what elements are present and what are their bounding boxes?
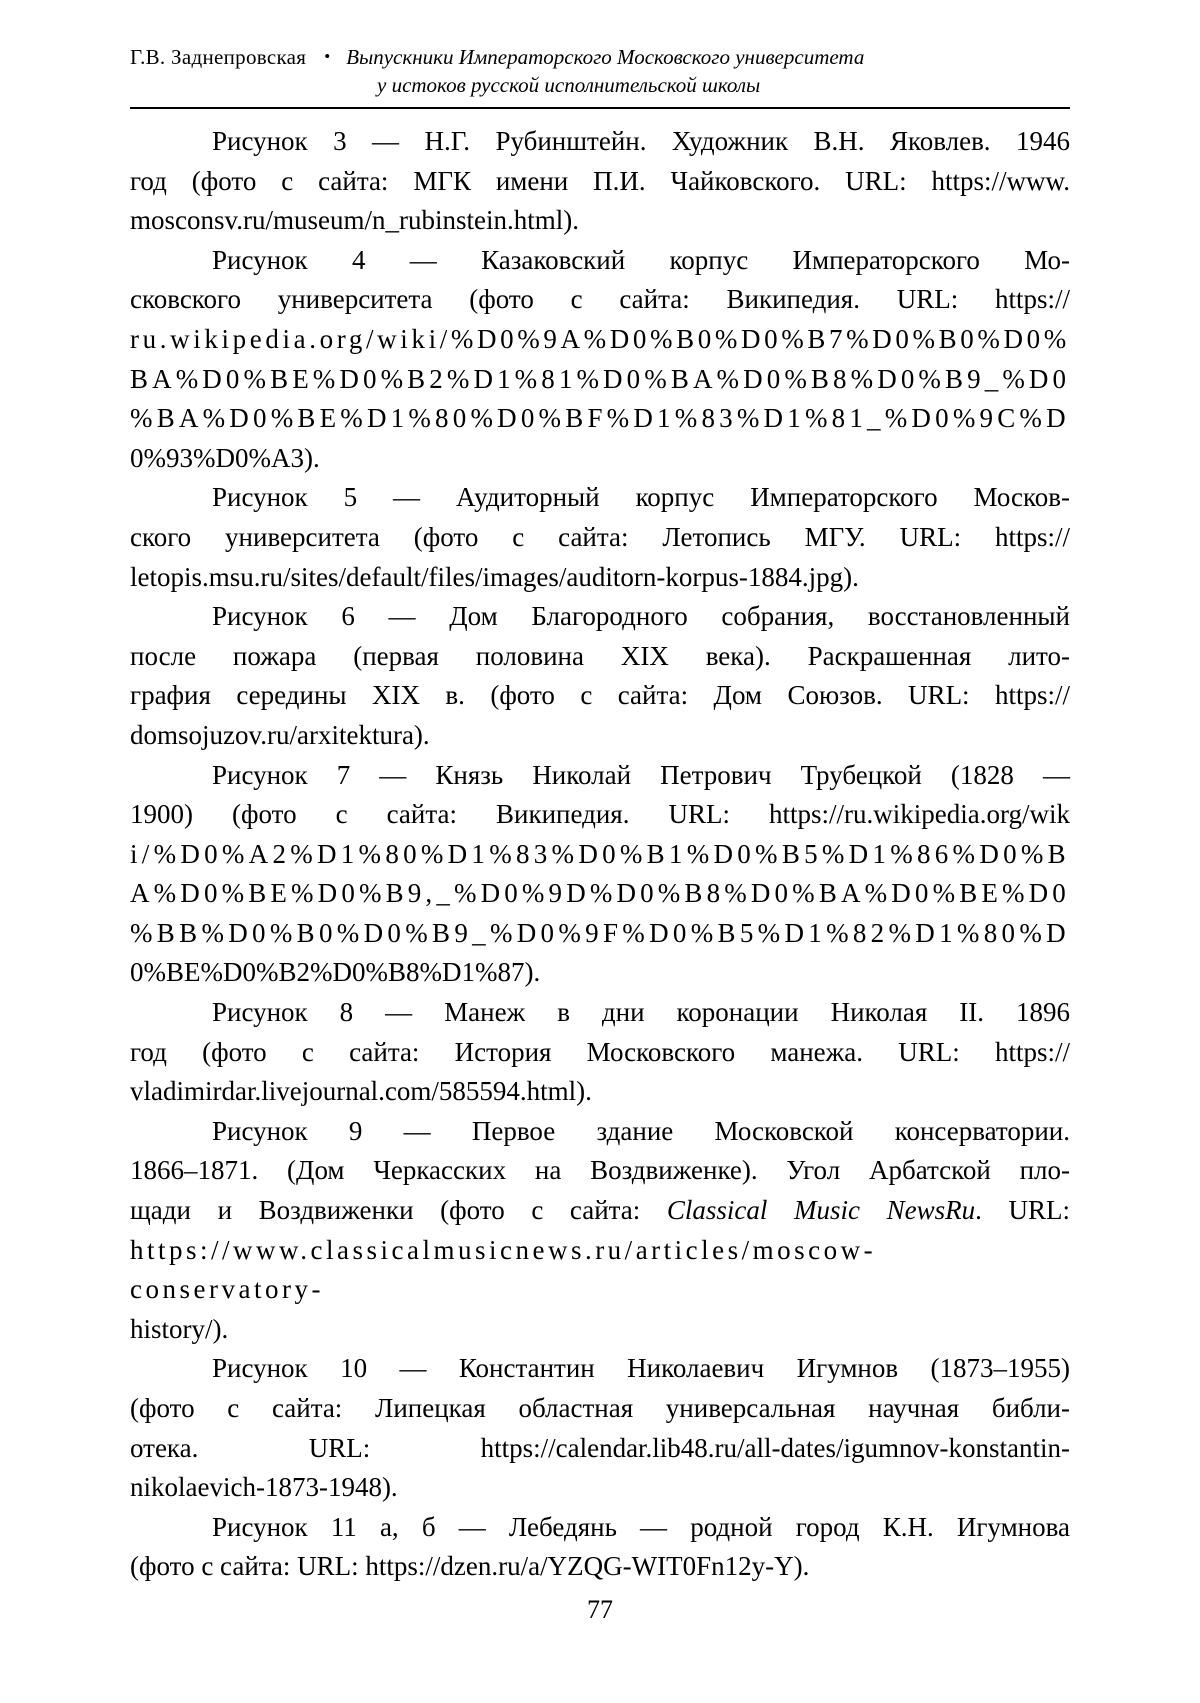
text-segment: щади и Воздвиженки (фото с сайта: bbox=[130, 1195, 667, 1226]
text-line bbox=[130, 320, 1070, 360]
figure-caption-paragraph bbox=[130, 756, 1070, 994]
header-rule bbox=[130, 107, 1070, 109]
header-title-line-2: у истоков русской исполнительской школы bbox=[377, 73, 761, 97]
header-line-1 bbox=[130, 44, 1070, 72]
author-name: Г.В. Заднепровская bbox=[130, 45, 307, 69]
text-line bbox=[130, 1191, 1070, 1231]
text-line bbox=[130, 835, 1070, 875]
text-segment: %BB%D0%B0%D0%B9_%D0%9F%D0%B5%D1%82%D1%80%D bbox=[130, 917, 1070, 948]
text-segment: год (фото с сайта: МГК имени П.И. Чайковского. URL: https://www. bbox=[130, 165, 1070, 196]
text-segment: Рисунок 8 — Манеж в дни коронации Николая II. 1896 bbox=[212, 997, 1070, 1028]
figure-caption-paragraph bbox=[130, 241, 1070, 479]
text-line bbox=[130, 676, 1070, 716]
text-line bbox=[130, 1349, 1070, 1389]
text-line bbox=[130, 122, 1070, 162]
text-line bbox=[130, 795, 1070, 835]
text-line bbox=[130, 1033, 1070, 1073]
text-line bbox=[130, 201, 1070, 241]
text-segment: 0%93%D0%A3). bbox=[130, 442, 320, 473]
text-line bbox=[130, 756, 1070, 796]
text-segment: Рисунок 11 а, б — Лебедянь — родной город К.Н. Игумнова bbox=[212, 1511, 1070, 1542]
text-segment: год (фото с сайта: История Московского манежа. URL: https:// bbox=[130, 1036, 1070, 1067]
text-segment: Рисунок 6 — Дом Благородного собрания, восстановленный bbox=[212, 601, 1070, 632]
text-line bbox=[130, 1429, 1070, 1469]
figure-caption-paragraph bbox=[130, 1349, 1070, 1507]
text-segment: A%D0%BE%D0%B9,_%D0%9D%D0%B8%D0%BA%D0%BE%D0 bbox=[130, 878, 1070, 909]
text-line bbox=[130, 637, 1070, 677]
text-line bbox=[130, 478, 1070, 518]
text-segment: 1866–1871. (Дом Черкасских на Воздвиженке). Угол Арбатской пло- bbox=[130, 1155, 1070, 1186]
page-number: 77 bbox=[587, 1595, 613, 1624]
header-title-line-1: Выпускники Императорского Московского университета bbox=[346, 45, 865, 69]
text-segment: Рисунок 3 — Н.Г. Рубинштейн. Художник В.Н. Яковлев. 1946 bbox=[212, 126, 1070, 156]
text-line bbox=[130, 1389, 1070, 1429]
text-line bbox=[130, 1231, 1070, 1310]
text-line bbox=[130, 558, 1070, 598]
text-segment: BA%D0%BE%D0%B2%D1%81%D0%BA%D0%B8%D0%B9_%D0 bbox=[130, 363, 1071, 394]
text-segment: nikolaevich-1873-1948). bbox=[130, 1472, 398, 1503]
body-text bbox=[130, 122, 1070, 1587]
text-segment: Рисунок 5 — Аудиторный корпус Императорского Москов- bbox=[212, 482, 1070, 513]
text-line bbox=[130, 914, 1070, 954]
text-segment: (фото с сайта: Липецкая областная универсальная научная библи- bbox=[130, 1393, 1070, 1423]
text-segment: сковского университета (фото с сайта: Википедия. URL: https:// bbox=[130, 284, 1070, 315]
figure-caption-paragraph bbox=[130, 1508, 1070, 1587]
text-line bbox=[130, 241, 1070, 281]
text-line bbox=[130, 716, 1070, 756]
text-segment: Рисунок 7 — Князь Николай Петрович Трубецкой (1828 — bbox=[212, 759, 1070, 790]
text-line bbox=[130, 518, 1070, 558]
text-segment: ru.wikipedia.org/wiki/%D0%9A%D0%B0%D0%B7%D0%B0%D0% bbox=[130, 323, 1070, 354]
text-line bbox=[130, 1508, 1070, 1548]
text-line bbox=[130, 360, 1070, 400]
page-footer bbox=[130, 1590, 1070, 1630]
text-segment: i/%D0%A2%D1%80%D1%83%D0%B1%D0%B5%D1%86%D0%B bbox=[130, 838, 1070, 869]
text-line bbox=[130, 1468, 1070, 1508]
figure-caption-paragraph bbox=[130, 122, 1070, 241]
text-line bbox=[130, 280, 1070, 320]
text-line bbox=[130, 1310, 1070, 1350]
figure-caption-paragraph bbox=[130, 1112, 1070, 1350]
text-line bbox=[130, 439, 1070, 479]
text-line bbox=[130, 874, 1070, 914]
text-segment: https://www.classicalmusicnews.ru/articles/moscow-conservatory- bbox=[130, 1234, 877, 1305]
text-segment: letopis.msu.ru/sites/default/files/images/auditorn-korpus-1884.jpg). bbox=[130, 561, 859, 592]
text-segment: Рисунок 4 — Казаковский корпус Императорского Мо- bbox=[212, 244, 1070, 275]
text-line bbox=[130, 399, 1070, 439]
text-segment: после пожара (первая половина XIX века). Раскрашенная лито- bbox=[130, 640, 1070, 671]
text-line bbox=[130, 597, 1070, 637]
text-segment: графия середины XIX в. (фото с сайта: Дом Союзов. URL: https:// bbox=[130, 680, 1070, 711]
text-segment: (фото с сайта: URL: https://dzen.ru/a/YZQG-WIT0Fn12y-Y). bbox=[130, 1551, 810, 1582]
text-segment: %BA%D0%BE%D1%80%D0%BF%D1%83%D1%81_%D0%9C%D bbox=[130, 403, 1070, 434]
text-line bbox=[130, 1112, 1070, 1152]
text-line bbox=[130, 1547, 1070, 1587]
text-segment: Classical Music NewsRu bbox=[666, 1195, 976, 1226]
bullet-separator: • bbox=[324, 47, 331, 66]
text-segment: 0%BE%D0%B2%D0%B8%D1%87). bbox=[130, 957, 541, 988]
figure-caption-paragraph bbox=[130, 478, 1070, 597]
text-segment: отека. URL: https://calendar.lib48.ru/all-dates/igumnov-konstantin- bbox=[130, 1432, 1070, 1463]
text-line bbox=[130, 162, 1070, 202]
text-line bbox=[130, 1072, 1070, 1112]
text-segment: 1900) (фото с сайта: Википедия. URL: https://ru.wikipedia.org/wik bbox=[130, 799, 1070, 830]
text-segment: . URL: bbox=[975, 1195, 1070, 1226]
text-line bbox=[130, 993, 1070, 1033]
text-segment: history/). bbox=[130, 1313, 229, 1344]
text-line bbox=[130, 953, 1070, 993]
figure-caption-paragraph bbox=[130, 993, 1070, 1112]
text-segment: mosconsv.ru/museum/n_rubinstein.html). bbox=[130, 205, 579, 236]
text-segment: domsojuzov.ru/arxitektura). bbox=[130, 719, 430, 750]
running-header bbox=[130, 44, 1070, 109]
text-segment: ского университета (фото с сайта: Летопись МГУ. URL: https:// bbox=[130, 521, 1070, 552]
text-line bbox=[130, 1151, 1070, 1191]
text-segment: Рисунок 9 — Первое здание Московской консерватории. bbox=[212, 1115, 1070, 1146]
text-segment: Рисунок 10 — Константин Николаевич Игумнов (1873–1955) bbox=[212, 1353, 1070, 1384]
text-segment: vladimirdar.livejournal.com/585594.html). bbox=[130, 1076, 592, 1107]
figure-caption-paragraph bbox=[130, 597, 1070, 755]
